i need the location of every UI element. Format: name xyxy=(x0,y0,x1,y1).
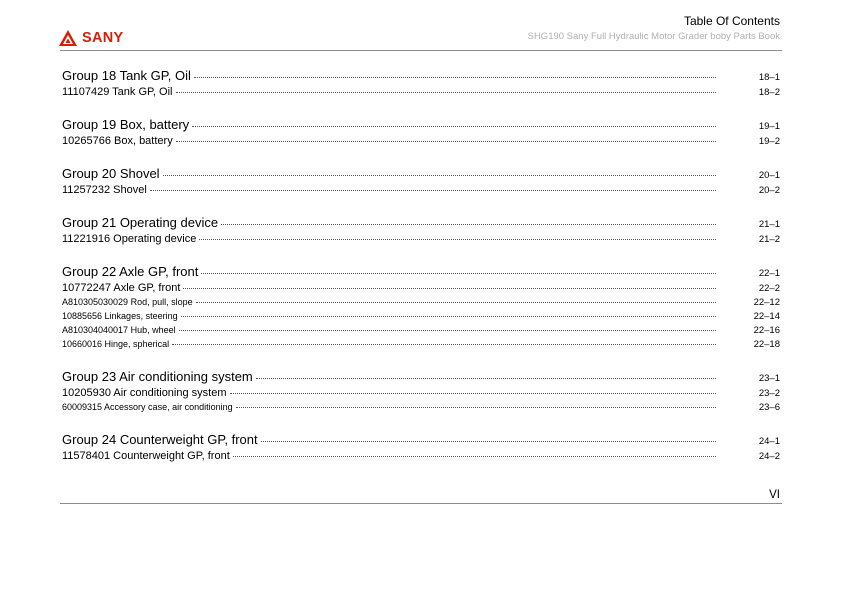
dot-leader xyxy=(201,273,716,274)
toc-entry-title: 11107429 Tank GP, Oil xyxy=(62,86,173,98)
book-subtitle: SHG190 Sany Full Hydraulic Motor Grader boby Parts Book xyxy=(527,31,780,42)
dot-leader xyxy=(183,288,716,289)
dot-leader xyxy=(233,456,716,457)
toc-entry-title: Group 23 Air conditioning system xyxy=(62,369,253,384)
toc-entry-group[interactable] xyxy=(62,68,780,83)
toc-entry-page: 24–1 xyxy=(758,436,780,447)
page-number: VI xyxy=(769,489,780,501)
toc-entry-title: Group 24 Counterweight GP, front xyxy=(62,432,258,447)
toc-entry-page: 20–2 xyxy=(758,185,780,196)
dot-leader xyxy=(261,441,716,442)
toc-entry-page: 24–2 xyxy=(758,451,780,462)
toc-entry-title: 10265766 Box, battery xyxy=(62,135,173,147)
dot-leader xyxy=(172,344,716,345)
toc-entry-sub[interactable] xyxy=(62,311,780,322)
toc-entry-title: 10205930 Air conditioning system xyxy=(62,387,227,399)
dot-leader xyxy=(256,378,716,379)
toc-entry-page: 23–6 xyxy=(758,402,780,413)
toc-entry-title: 11578401 Counterweight GP, front xyxy=(62,450,230,462)
toc-entry-part[interactable] xyxy=(62,282,780,294)
footer-divider xyxy=(60,503,782,504)
toc-entry-part[interactable] xyxy=(62,184,780,196)
toc-entry-page: 22–18 xyxy=(753,339,780,350)
toc-entry-part[interactable] xyxy=(62,135,780,147)
toc-entry-title: Group 19 Box, battery xyxy=(62,117,190,132)
toc-entry-title: Group 22 Axle GP, front xyxy=(62,264,199,279)
toc-entry-title: 10772247 Axle GP, front xyxy=(62,282,181,294)
toc-entry-page: 22–14 xyxy=(753,311,780,322)
dot-leader xyxy=(176,92,717,93)
toc-entry-page: 22–2 xyxy=(758,283,780,294)
toc-entry-page: 19–1 xyxy=(758,121,780,132)
dot-leader xyxy=(163,175,716,176)
header-divider xyxy=(60,50,782,51)
toc-entry-page: 18–2 xyxy=(758,87,780,98)
toc-entry-group[interactable] xyxy=(62,264,780,279)
toc-entry-part[interactable] xyxy=(62,233,780,245)
page-title: Table Of Contents xyxy=(683,14,780,28)
dot-leader xyxy=(196,302,716,303)
toc-entry-title: 11257232 Shovel xyxy=(62,184,147,196)
dot-leader xyxy=(150,190,716,191)
toc-entry-page: 18–1 xyxy=(758,72,780,83)
dot-leader xyxy=(176,141,716,142)
toc-entry-page: 21–2 xyxy=(758,234,780,245)
toc-entry-part[interactable] xyxy=(62,387,780,399)
toc-entry-group[interactable] xyxy=(62,215,780,230)
toc-entry-title: Group 18 Tank GP, Oil xyxy=(62,68,191,83)
toc-entry-title: Group 20 Shovel xyxy=(62,166,160,181)
dot-leader xyxy=(194,77,716,78)
toc-entry-sub[interactable] xyxy=(62,297,780,308)
toc-entry-group[interactable] xyxy=(62,432,780,447)
toc-entry-title: A810304040017 Hub, wheel xyxy=(62,325,176,335)
toc-entry-title: A810305030029 Rod, pull, slope xyxy=(62,297,193,307)
dot-leader xyxy=(181,316,716,317)
toc-entry-page: 20–1 xyxy=(758,170,780,181)
toc-entry-page: 19–2 xyxy=(758,136,780,147)
toc-entry-title: Group 21 Operating device xyxy=(62,215,219,230)
toc-entry-page: 23–2 xyxy=(758,388,780,399)
brand-name: SANY xyxy=(82,30,124,46)
toc-entry-sub[interactable] xyxy=(62,339,780,350)
dot-leader xyxy=(179,330,716,331)
toc-entry-page: 22–12 xyxy=(753,297,780,308)
toc-entry-part[interactable] xyxy=(62,450,780,462)
toc-entry-title: 10885656 Linkages, steering xyxy=(62,311,178,321)
toc-entry-page: 23–1 xyxy=(758,373,780,384)
dot-leader xyxy=(199,239,716,240)
toc-entry-group[interactable] xyxy=(62,369,780,384)
toc-entry-page: 22–16 xyxy=(753,325,780,336)
toc-entry-title: 11221916 Operating device xyxy=(62,233,197,245)
sany-logo-icon xyxy=(58,29,78,48)
brand-logo xyxy=(58,28,124,48)
dot-leader xyxy=(192,126,716,127)
toc-entry-sub[interactable] xyxy=(62,402,780,413)
toc-entry-page: 22–1 xyxy=(758,268,780,279)
dot-leader xyxy=(236,407,716,408)
toc-entry-part[interactable] xyxy=(62,86,780,98)
toc-entry-sub[interactable] xyxy=(62,325,780,336)
toc-entry-title: 10660016 Hinge, spherical xyxy=(62,339,170,349)
dot-leader xyxy=(230,393,717,394)
toc-entry-group[interactable] xyxy=(62,117,780,132)
dot-leader xyxy=(221,224,716,225)
toc-entry-group[interactable] xyxy=(62,166,780,181)
toc-entry-title: 60009315 Accessory case, air conditioning xyxy=(62,402,233,412)
toc-entry-page: 21–1 xyxy=(758,219,780,230)
